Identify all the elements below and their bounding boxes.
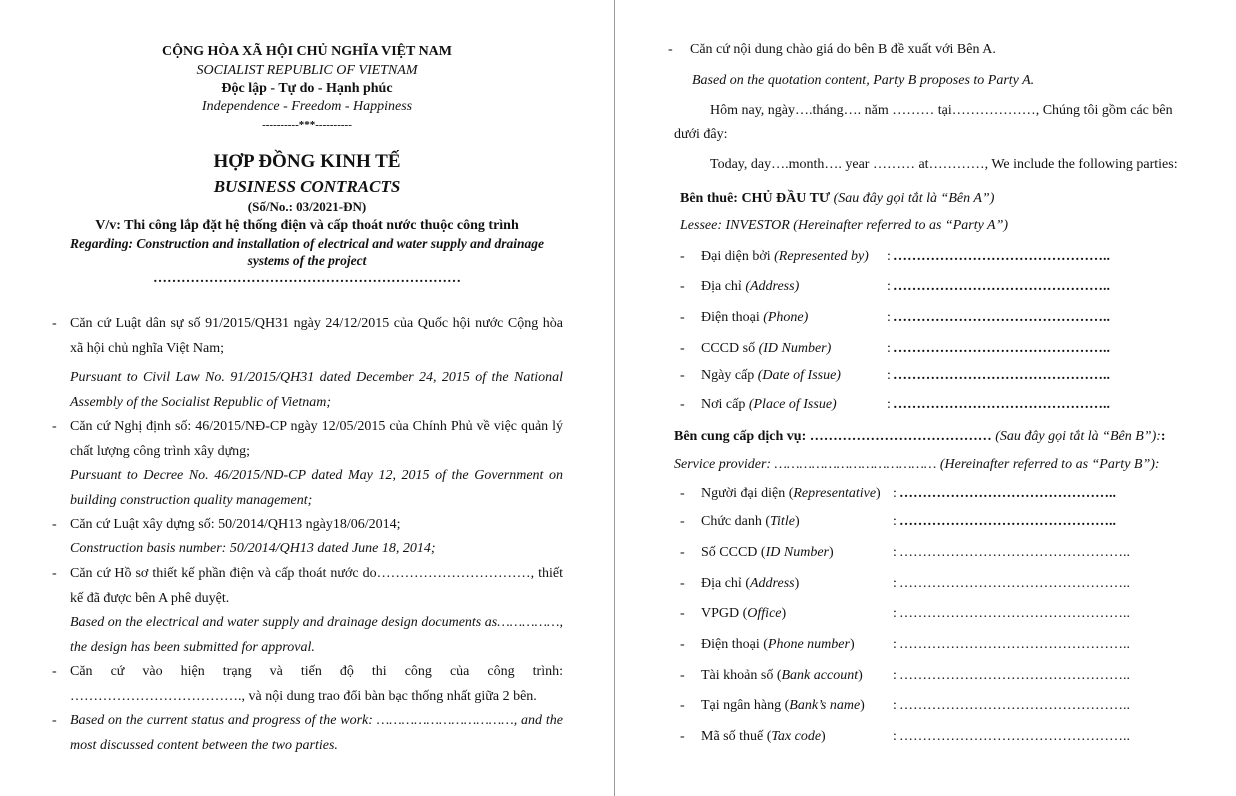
field-value-blank: ……………………………………….. [899, 514, 1116, 529]
field-dash: - [680, 545, 685, 560]
subject-vi: V/v: Thi công lắp đặt hệ thống điện và cấp thoát nước thuộc công trình [95, 218, 519, 233]
paragraph-text: Pursuant to Civil Law No. 91/2015/QH31 dated December 24, 2015 of the National Assembly of the Socialist Republic of Vietnam; [70, 370, 563, 410]
field-label-vi: Chức danh [701, 514, 762, 529]
title-dots-separator: ………………………………………………………… [153, 271, 461, 286]
field-label-vi: Tài khoản số [701, 668, 774, 683]
party-a-heading-vi [680, 191, 994, 207]
field-label: Chức danh (Title) [701, 514, 800, 529]
field-colon: : [893, 606, 897, 621]
field-label-vi: Tại ngân hàng [701, 698, 782, 713]
field-value-blank: ……………………………………….. [893, 368, 1110, 383]
field-label-en: Address [750, 576, 795, 591]
field-label: Người đại diện (Representative) [701, 486, 881, 501]
field-dash: - [680, 637, 685, 652]
paragraph-text: Căn cứ vào hiện trạng và tiến độ thi công của công trình: ………………………………., và nội dung trao đổi bàn bạc thống nhất giữa 2 bên. [70, 664, 563, 704]
contract-title-vi: HỢP ĐỒNG KINH TẾ [213, 151, 401, 172]
field-label-en: Representative [793, 486, 877, 501]
field-label [701, 368, 841, 384]
field-colon: : [893, 514, 897, 529]
field-label-en: Office [747, 606, 782, 621]
field-label-en: (Place of Issue) [748, 397, 837, 412]
field-row-party-b [616, 576, 1236, 594]
intro-en: Based on the quotation content, Party B proposes to Party A. [692, 73, 1035, 88]
header-separator: ----------***---------- [262, 119, 352, 131]
field-value-blank: ………………………………………….. [899, 729, 1130, 744]
paragraph-dash: - [52, 664, 57, 679]
subject-en-line2: systems of the project [247, 253, 367, 268]
paragraph-text: Căn cứ Hồ sơ thiết kế phần điện và cấp thoát nước do……………………………, thiết kế đã được bên A phê duyệt. [70, 566, 563, 606]
motto-vi: Độc lập - Tự do - Hạnh phúc [221, 81, 393, 96]
field-row-party-b [616, 729, 1236, 747]
field-label-en: (Represented by) [774, 249, 869, 264]
paragraph-text: Construction basis number: 50/2014/QH13 dated June 18, 2014; [70, 541, 436, 556]
field-row-party-b [616, 545, 1236, 563]
field-dash: - [680, 249, 685, 264]
field-value-blank: ………………………………………….. [899, 698, 1130, 713]
field-label-en: Bank’s name [789, 698, 861, 713]
field-label-vi: CCCD số [701, 341, 756, 356]
party-a-heading-en: Lessee: INVESTOR (Hereinafter referred to as “Party A”) [680, 218, 1009, 233]
field-row-party-a [616, 310, 1236, 328]
field-colon: : [893, 698, 897, 713]
field-label-vi: Số CCCD [701, 545, 758, 560]
field-row-party-a [616, 279, 1236, 297]
party-b-heading-italic: (Sau đây gọi tắt là “Bên B”): [995, 429, 1161, 444]
field-label-en: Phone number [767, 637, 850, 652]
field-label-vi: Mã số thuế [701, 729, 764, 744]
field-row-party-a [616, 397, 1236, 415]
country-name-en: SOCIALIST REPUBLIC OF VIETNAM [196, 63, 418, 78]
field-row-party-b [616, 514, 1236, 532]
field-colon: : [893, 729, 897, 744]
field-value-blank: ………………………………………….. [899, 668, 1130, 683]
field-label-vi: Ngày cấp [701, 368, 755, 383]
field-dash: - [680, 668, 685, 683]
field-dash: - [680, 279, 685, 294]
paragraph-dash: - [52, 517, 57, 532]
field-label-vi: Địa chỉ [701, 279, 742, 294]
field-dash: - [680, 368, 685, 383]
today-vi-line1: Hôm nay, ngày….tháng…. năm ……… tại………………, Chúng tôi gồm các bên [710, 103, 1173, 118]
today-vi-line2: dưới đây: [674, 127, 728, 142]
field-colon: : [893, 545, 897, 560]
field-label-vi: Nơi cấp [701, 397, 746, 412]
field-dash: - [680, 606, 685, 621]
field-label: Địa chỉ (Address) [701, 576, 800, 591]
field-row-party-b [616, 606, 1236, 624]
paragraph-dash: - [52, 419, 57, 434]
field-label-en: (ID Number) [758, 341, 832, 356]
field-label-vi: Đại diện bởi [701, 249, 771, 264]
field-label-vi: Địa chỉ [701, 576, 742, 591]
field-colon: : [887, 249, 891, 264]
field-label [701, 279, 799, 295]
field-label-en: Title [770, 514, 795, 529]
subject-en-line1: Regarding: Construction and installation of electrical and water supply and drainage [69, 236, 545, 251]
field-label: VPGD (Office) [701, 606, 787, 621]
paragraph-text: Căn cứ Luật xây dựng số: 50/2014/QH13 ngày18/06/2014; [70, 517, 401, 532]
paragraph-dash: - [52, 316, 57, 331]
paragraph-text: Căn cứ Nghị định số: 46/2015/NĐ-CP ngày 12/05/2015 của Chính Phủ về việc quản lý chất lượng công trình xây dựng; [70, 419, 563, 459]
field-label: Tài khoản số (Bank account) [701, 668, 863, 683]
field-dash: - [680, 397, 685, 412]
contract-title-en: BUSINESS CONTRACTS [213, 177, 401, 196]
field-colon: : [893, 576, 897, 591]
field-label [701, 397, 837, 413]
field-label-en: Bank account [781, 668, 859, 683]
field-dash: - [680, 486, 685, 501]
party-b-heading-bold: Bên cung cấp dịch vụ: ………………………………… [674, 429, 992, 444]
field-colon: : [893, 637, 897, 652]
party-b-heading-en: Service provider: ………………………………… (Hereinafter referred to as “Party B”): [674, 457, 1160, 472]
field-label: Mã số thuế (Tax code) [701, 729, 826, 744]
field-row-party-b [616, 698, 1236, 716]
field-value-blank: ………………………………………….. [899, 637, 1130, 652]
field-value-blank: ……………………………………….. [899, 486, 1116, 501]
field-label [701, 310, 808, 326]
field-label: Số CCCD (ID Number) [701, 545, 834, 560]
field-row-party-b [616, 637, 1236, 655]
intro-vi: Căn cứ nội dung chào giá do bên B đề xuất với Bên A. [690, 42, 996, 57]
field-row-party-b [616, 668, 1236, 686]
party-a-heading-italic: (Sau đây gọi tắt là “Bên A”) [833, 191, 995, 206]
field-colon: : [887, 368, 891, 383]
contract-number: (Số/No.: 03/2021-ĐN) [247, 199, 367, 214]
field-value-blank: ……………………………………….. [893, 279, 1110, 294]
field-colon: : [893, 486, 897, 501]
paragraph-text: Pursuant to Decree No. 46/2015/ND-CP dated May 12, 2015 of the Government on building construction quality management; [70, 468, 563, 508]
field-value-blank: ……………………………………….. [893, 341, 1110, 356]
paragraph-text: Based on the electrical and water supply and drainage design documents as……………, the design has been submitted for approval. [70, 615, 563, 655]
today-en: Today, day….month…. year ……… at…………, We include the following parties: [710, 157, 1178, 172]
field-colon: : [887, 341, 891, 356]
page-divider [614, 0, 615, 796]
party-b-heading-vi: Bên cung cấp dịch vụ: ………………………………… (Sau đây gọi tắt là “Bên B”):: [674, 429, 1166, 444]
country-name-vi: CỘNG HÒA XÃ HỘI CHỦ NGHĨA VIỆT NAM [161, 44, 452, 59]
field-colon: : [887, 397, 891, 412]
field-row-party-a [616, 341, 1236, 359]
paragraph-dash: - [52, 566, 57, 581]
field-label: Tại ngân hàng (Bank’s name) [701, 698, 865, 713]
field-label-en: (Date of Issue) [757, 368, 841, 383]
field-label-en: Tax code [771, 729, 822, 744]
intro-dash: - [668, 42, 673, 57]
paragraph-text: Căn cứ Luật dân sự số 91/2015/QH31 ngày 24/12/2015 của Quốc hội nước Cộng hòa xã hội chủ nghĩa Việt Nam; [70, 316, 563, 356]
field-label [701, 341, 831, 357]
field-label-vi: Điện thoại [701, 310, 760, 325]
field-row-party-b [616, 486, 1236, 504]
field-colon: : [887, 310, 891, 325]
field-label-vi: VPGD [701, 606, 740, 621]
party-a-heading-bold: Bên thuê: CHỦ ĐẦU TƯ [680, 191, 831, 206]
field-label-vi: Người đại diện [701, 486, 786, 501]
field-value-blank: ………………………………………….. [899, 545, 1130, 560]
field-value-blank: ……………………………………….. [893, 397, 1110, 412]
field-dash: - [680, 576, 685, 591]
field-value-blank: ……………………………………….. [893, 310, 1110, 325]
motto-en: Independence - Freedom - Happiness [201, 99, 413, 114]
field-dash: - [680, 698, 685, 713]
field-dash: - [680, 310, 685, 325]
field-label-en: (Phone) [763, 310, 809, 325]
left-page [0, 0, 614, 796]
paragraph-dash: - [52, 713, 57, 728]
field-label [701, 249, 869, 265]
field-value-blank: ……………………………………….. [893, 249, 1110, 264]
field-dash: - [680, 514, 685, 529]
field-label-vi: Điện thoại [701, 637, 760, 652]
field-label: Điện thoại (Phone number) [701, 637, 855, 652]
field-dash: - [680, 341, 685, 356]
field-row-party-a [616, 249, 1236, 267]
field-dash: - [680, 729, 685, 744]
field-label-en: (Address) [745, 279, 800, 294]
paragraph-text: Based on the current status and progress of the work: ……………………………, and the most discussed content between the two parties. [70, 713, 563, 753]
field-colon: : [893, 668, 897, 683]
right-page [616, 0, 1236, 796]
field-value-blank: ………………………………………….. [899, 606, 1130, 621]
field-row-party-a [616, 368, 1236, 386]
field-value-blank: ………………………………………….. [899, 576, 1130, 591]
field-colon: : [887, 279, 891, 294]
field-label-en: ID Number [765, 545, 829, 560]
